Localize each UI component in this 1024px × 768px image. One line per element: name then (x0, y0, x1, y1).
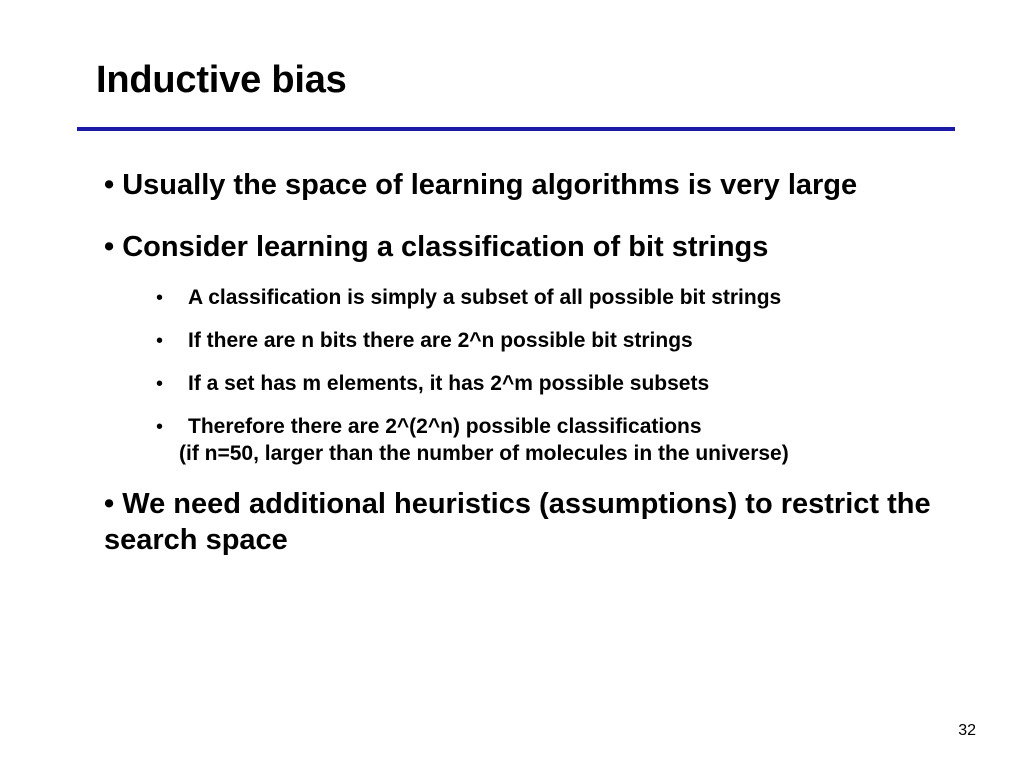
sub-bullet-text: A classification is simply a subset of all possible bit strings (188, 286, 782, 309)
slide-body (104, 167, 934, 558)
sub-bullet-classifications (104, 414, 934, 468)
bullet-text: We need additional heuristics (assumptions) to restrict the search space (104, 488, 931, 556)
bullet-marker: • (104, 169, 115, 201)
sub-bullet-marker: • (156, 330, 164, 352)
slide-title: Inductive bias (96, 59, 347, 101)
bullet-marker: • (104, 488, 115, 520)
page-number: 32 (958, 722, 976, 739)
sub-bullet-marker: • (156, 287, 164, 309)
sub-bullet-subset (104, 285, 934, 311)
bullet-text: Usually the space of learning algorithms is very large (122, 169, 858, 201)
sub-bullet-n-bits (104, 328, 934, 354)
sub-bullet-text: Therefore there are 2^(2^n) possible classifications (188, 415, 702, 438)
title-divider (77, 127, 955, 131)
sub-bullet-text: If there are n bits there are 2^n possible bit strings (188, 329, 693, 352)
sub-bullet-m-elements (104, 371, 934, 397)
bullet-bit-strings (104, 229, 934, 265)
sub-bullet-marker: • (156, 416, 164, 438)
bullet-text: Consider learning a classification of bit strings (122, 231, 769, 263)
sub-bullet-marker: • (156, 373, 164, 395)
sub-bullet-list (104, 285, 934, 468)
bullet-space-of-algorithms (104, 167, 934, 203)
bullet-marker: • (104, 231, 115, 263)
sub-bullet-text: If a set has m elements, it has 2^m possible subsets (188, 372, 710, 395)
bullet-heuristics (104, 486, 934, 558)
sub-bullet-continuation: (if n=50, larger than the number of molecules in the universe) (179, 442, 789, 465)
